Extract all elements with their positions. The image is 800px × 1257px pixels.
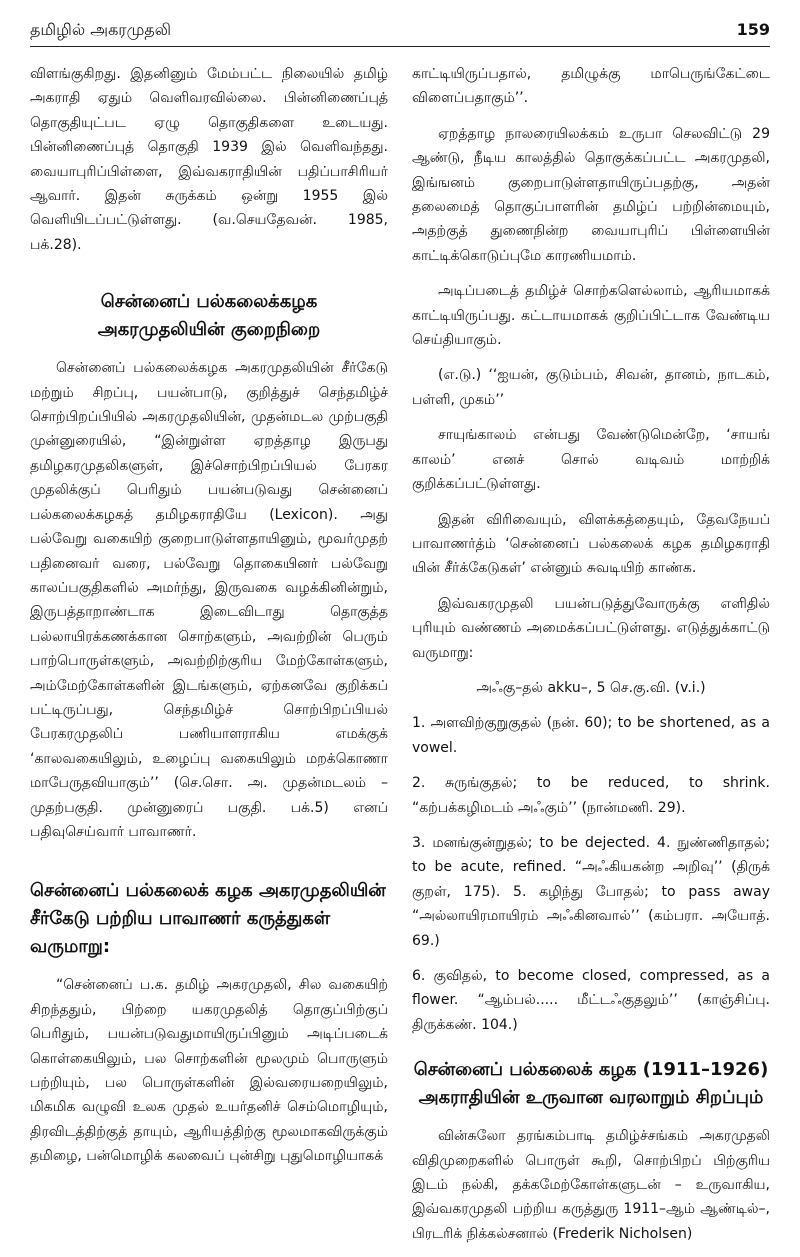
- section-heading-3: [412, 1056, 770, 1112]
- running-header: [30, 20, 770, 47]
- header-title: தமிழில் அகரமுதலி: [30, 20, 172, 39]
- left-column: [30, 62, 388, 1180]
- left-paragraph-1: விளங்குகிறது. இதனினும் மேம்பட்ட நிலையில் தமிழ் அகராதி ஏதும் வெளிவரவில்லை. பின்னிணைப்புத் தொகுதியுட்பட ஏழு தொகுதிகளை உடையது. பின்னிணைப்புத் தொகுதி 1939 இல் வெளிவந்தது. வையாபுரிப்பிள்ளை, இவ்வகராதியின் பதிப்பாசிரியர் ஆவார். இதன் சுருக்கம் ஒன்று 1955 இல் வெளியிடப்பட்டுள்ளது. (வ.செயதேவன். 1985, பக்.28).: [30, 66, 388, 253]
- section-heading-3-line-2: அகராதியின் உருவான வரலாறும் சிறப்பும்: [418, 1087, 764, 1109]
- right-paragraph-2: ஏறத்தாழ நாலரையிலக்கம் உருபா செலவிட்டு 29 ஆண்டு, நீடிய காலத்தில் தொகுக்கப்பட்ட அகரமுதலி, இங்ஙனம் குறைபாடுள்ளதாயிருப்பதற்கு, அதன் தலைமைத் தொகுப்பாளரின் தமிழ்ப் பற்றின்மையும், அதற்குத் துணைநின்ற வையாபுரிப் பிள்ளையின் காட்டிக்கொடுப்புமே காரணியமாம்.: [412, 125, 770, 264]
- right-column: [412, 62, 770, 1257]
- definition-2: 2. சுருங்குதல்; to be reduced, to shrink. “கற்பக்கழிமடம் அஃகும்’’ (நான்மணி. 29).: [412, 775, 770, 816]
- section-heading-1: [30, 288, 388, 344]
- section-heading-1-line-1: சென்னைப் பல்கலைக்கழக: [100, 291, 318, 313]
- left-paragraph-3: “சென்னைப் ப.க. தமிழ் அகரமுதலி, சில வகையிற் சிறந்ததும், பிற்றை யகரமுதலித் தொகுப்பிற்குப் பெரிதும், பயன்படுவதுமாயிருப்பினும் அடிப்படைக் கொள்கையிலும், பல சொற்களின் மூலமும் பொருளும் பற்றியும், பல பொருள்களின் இல்வரையறையிலும், மிகமிக வழுவி உலக முதல் உயர்தனிச் செம்மொழியும், திரவிடத்திற்குத் தாயும், ஆரியத்திற்கு மூலமாகவிருக்கும் தமிழை, பன்மொழிக் கலவைப் புன்சிறு புதுமொழியாகக்: [30, 977, 388, 1165]
- page-number: 159: [736, 20, 770, 39]
- right-paragraph-8: வின்சுலோ தரங்கம்பாடி தமிழ்ச்சங்கம் அகரமுதலி விதிமுறைகளில் பொருள் கூறி, சொற்பிறப் பிற்குரிய இடம் நல்கி, தக்கமேற்கோள்களுடன் – உருவாகிய, இவ்வகரமுதலி பற்றிய கருத்துரு 1911–ஆம் ஆண்டில்–, பிரடரிக் நிக்கல்சனால் (Frederik Nicholsen): [412, 1128, 770, 1242]
- right-paragraph-5: சாயுங்காலம் என்பது வேண்டுமென்றே, ‘சாயங் காலம்’ எனச் சொல் வடிவம் மாற்றிக் குறிக்கப்பட்டுள்ளது.: [412, 427, 770, 493]
- right-paragraph-3: அடிப்படைத் தமிழ்ச் சொற்களெல்லாம், ஆரியமாகக் காட்டியிருப்பது. கட்டாயமாகக் குறிப்பிட்டாக வேண்டிய செய்தியாகும்.: [412, 283, 770, 349]
- section-heading-2: சென்னைப் பல்கலைக் கழக அகரமுதலியின் சீர்கேடு பற்றிய பாவாணர் கருத்துகள் வருமாறு:: [30, 880, 386, 958]
- section-heading-3-line-1: சென்னைப் பல்கலைக் கழக (1911–1926): [413, 1059, 769, 1081]
- definition-1: 1. அளவிற்குறுகுதல் (நன். 60); to be shortened, as a vowel.: [412, 715, 770, 756]
- right-paragraph-7: இவ்வகரமுதலி பயன்படுத்துவோருக்கு எளிதில் புரியும் வண்ணம் அமைக்கப்பட்டுள்ளது. எடுத்துக்காட்டு வருமாறு:: [412, 595, 770, 661]
- definition-3: 3. மனங்குன்றுதல்; to be dejected. 4. நுண்ணிதாதல்; to be acute, refined. “அஃகியகன்ற அறிவு’’ (திருக் குறள், 175). 5. கழிந்து போதல்; to pass away “அல்லாயிரமாயிரம் அஃகினவால்’’ (கம்பரா. அயோத். 69.): [412, 834, 770, 949]
- right-paragraph-6: இதன் விரிவையும், விளக்கத்தையும், தேவநேயப் பாவாணர்த்ம் ‘சென்னைப் பல்கலைக் கழக தமிழகராதி யின் சீர்க்கேடுகள்’ என்னும் சுவடியிற் காண்க.: [412, 511, 770, 577]
- example-entry: அஃகு–தல் akku–, 5 செ.கு.வி. (v.i.): [476, 679, 706, 696]
- right-paragraph-4: (எ.டு.) ‘‘ஐயன், குடும்பம், சிவன், தானம், நாடகம், பள்ளி, முகம்’’: [412, 367, 770, 408]
- left-paragraph-2: சென்னைப் பல்கலைக்கழக அகரமுதலியின் சீர்கேடு மற்றும் சிறப்பு, பயன்பாடு, குறித்துச் செந்தமிழ்ச் சொற்பிறப்பியில் அகரமுதலியின், முதன்மடல முற்பகுதி முன்னுரையில், “இன்றுள்ள ஏறத்தாழ இருபது தமிழகரமுதலிகளுள், இச்சொற்பிறப்பியல் பேரகர முதலிக்குப் பெரிதும் பயன்படுவது சென்னைப் பல்கலைக்கழகத் தமிழகராதியே (Lexicon). அது பல்வேறு வகையிற் குறைபாடுள்ளதாயினும், மூவர்முதற் பதினைவர் வரை, பல்வேறு தொகையினர் பல்வேறு காலப்பகுதிகளில் அமர்ந்து, இருவகை வழக்கினின்றும், இருபத்தாறாண்டாக இடைவிடாது தொகுத்த பல்லாயிரக்கணக்கான சொற்களும், அவற்றின் பெரும் பாற்பொருள்களும், அவற்றிற்குரிய மேற்கோள்களும், அம்மேற்கோள்களின் இடங்களும், ஏற்கனவே குறிக்கப் பட்டிருப்பது, செந்தமிழ்ச் சொற்பிறப்பியல் பேரகரமுதலிப் பணியாளராகிய எமக்குக் ‘காலவகையிலும், உழைப்பு வகையிலும் மறக்கொணா மாபேருதவியாகும்’’ (செ.சொ. அ. முதன்மடலம் – முதற்பகுதி. முன்னுரைப் பகுதி. பக்.5) எனப் பதிவுசெய்வார் பாவாணர்.: [30, 360, 388, 840]
- right-paragraph-1: காட்டியிருப்பதால், தமிழுக்கு மாபெருங்கேட்டை விளைப்பதாகும்’’.: [412, 66, 770, 107]
- section-heading-1-line-2: அகரமுதலியின் குறைநிறை: [97, 319, 321, 341]
- definition-4: 6. குவிதல், to become closed, compressed, as a flower. “ஆம்பல்..... மீட்டஃகுதலும்’’ (காஞ்சிப்பு. திருக்கண். 104.): [412, 968, 770, 1033]
